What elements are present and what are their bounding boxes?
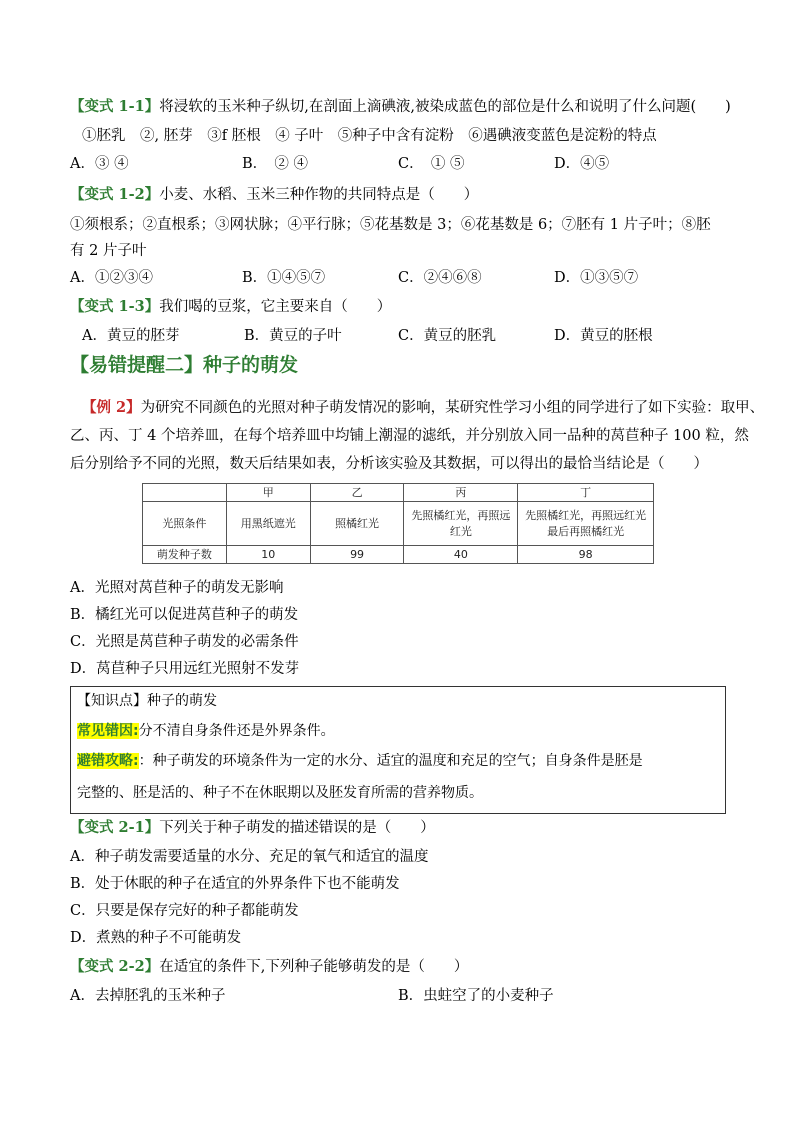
question-text: 小麦、水稻、玉米三种作物的共同特点是（ ） bbox=[159, 187, 479, 203]
option-b[interactable]: B．①④⑤⑦ bbox=[242, 270, 326, 286]
question-tag: 【变式 2-2】 bbox=[70, 958, 160, 975]
common-error-label: 常见错因: bbox=[77, 723, 139, 739]
question-v1-2-items-line2: 有 2 片子叶 bbox=[70, 243, 147, 259]
table-cell: 99 bbox=[310, 546, 404, 564]
option-d[interactable]: D．煮熟的种子不可能萌发 bbox=[70, 930, 242, 946]
option-d[interactable]: D．莴苣种子只用远红光照射不发芽 bbox=[70, 661, 300, 677]
table-cell: 先照橘红光，再照远红光最后再照橘红光 bbox=[518, 502, 654, 546]
common-error bbox=[77, 721, 335, 741]
question-v1-1-items: ①胚乳 ②, 胚芽 ③f 胚根 ④ 子叶 ⑤种子中含有淀粉 ⑥遇碘液变蓝色是淀粉的特点 bbox=[82, 128, 657, 144]
question-v1-2-items-line1: ①须根系；②直根系；③网状脉；④平行脉；⑤花基数是 3；⑥花基数是 6；⑦胚有 1 片子叶；⑧胚 bbox=[70, 217, 711, 233]
common-error-text: 分不清自身条件还是外界条件。 bbox=[138, 723, 335, 739]
option-a[interactable]: A．种子萌发需要适量的水分、充足的氧气和适宜的温度 bbox=[70, 849, 429, 865]
option-a[interactable]: A．去掉胚乳的玉米种子 bbox=[70, 988, 226, 1004]
option-b[interactable]: B．橘红光可以促进莴苣种子的萌发 bbox=[70, 607, 299, 623]
question-tag: 【变式 2-1】 bbox=[70, 819, 160, 836]
option-c[interactable]: C．黄豆的胚乳 bbox=[398, 328, 497, 344]
table-header-cell: 甲 bbox=[226, 484, 310, 502]
table-cell: 98 bbox=[518, 546, 654, 564]
table-cell: 40 bbox=[404, 546, 518, 564]
question-tag: 【变式 1-3】 bbox=[70, 298, 160, 315]
question-v2-2 bbox=[70, 957, 468, 977]
option-b[interactable]: B．虫蛀空了的小麦种子 bbox=[398, 988, 554, 1004]
option-b[interactable]: B． ② ④ bbox=[242, 156, 309, 172]
strategy-label: 避错攻略: bbox=[77, 753, 139, 769]
option-a[interactable]: A．光照对莴苣种子的萌发无影响 bbox=[70, 580, 284, 596]
question-v1-3 bbox=[70, 297, 391, 317]
question-tag: 【变式 1-2】 bbox=[70, 186, 160, 203]
table-cell: 先照橘红光，再照远红光 bbox=[404, 502, 518, 546]
table-header-cell: 丙 bbox=[404, 484, 518, 502]
table-cell: 10 bbox=[226, 546, 310, 564]
table-cell: 照橘红光 bbox=[310, 502, 404, 546]
options-v2-2 bbox=[70, 986, 730, 1006]
strategy-line1 bbox=[77, 751, 643, 771]
knowledge-title: 【知识点】种子的萌发 bbox=[77, 693, 217, 709]
example-tag: 【例 2】 bbox=[82, 399, 141, 416]
option-a[interactable]: A．黄豆的胚芽 bbox=[82, 328, 180, 344]
options-v1-2 bbox=[70, 268, 730, 288]
experiment-table bbox=[142, 483, 654, 564]
example-2-line2: 乙、丙、丁 4 个培养皿，在每个培养皿中均铺上潮湿的滤纸，并分别放入同一品种的莴苣种子 100 粒，然 bbox=[70, 428, 749, 444]
option-b[interactable]: B．处于休眠的种子在适宜的外界条件下也不能萌发 bbox=[70, 876, 400, 892]
section-title: 【易错提醒二】种子的萌发 bbox=[70, 354, 299, 376]
example-2-line1 bbox=[82, 398, 764, 418]
option-a[interactable]: A．①②③④ bbox=[70, 270, 153, 286]
example-text: 为研究不同颜色的光照对种子萌发情况的影响，某研究性学习小组的同学进行了如下实验：取甲、 bbox=[140, 400, 765, 416]
table-row bbox=[143, 546, 654, 564]
option-b[interactable]: B．黄豆的子叶 bbox=[244, 328, 342, 344]
table-header-row bbox=[143, 484, 654, 502]
strategy-line2: 完整的、胚是活的、种子不在休眠期以及胚发育所需的营养物质。 bbox=[77, 785, 483, 801]
question-v1-1 bbox=[70, 97, 731, 117]
question-v2-1 bbox=[70, 818, 435, 838]
table-row bbox=[143, 502, 654, 546]
question-text: 在适宜的条件下,下列种子能够萌发的是（ ） bbox=[159, 959, 469, 975]
option-d[interactable]: D．④⑤ bbox=[554, 156, 610, 172]
question-text: 将浸软的玉米种子纵切,在剖面上滴碘液,被染成蓝色的部位是什么和说明了什么问题( ) bbox=[159, 99, 731, 115]
table-header-cell: 乙 bbox=[310, 484, 404, 502]
table-row-label: 萌发种子数 bbox=[143, 546, 227, 564]
question-tag: 【变式 1-1】 bbox=[70, 98, 160, 115]
options-v1-1 bbox=[70, 154, 730, 174]
option-d[interactable]: D．黄豆的胚根 bbox=[554, 328, 653, 344]
options-v1-3 bbox=[82, 326, 722, 346]
option-c[interactable]: C．②④⑥⑧ bbox=[398, 270, 482, 286]
question-v1-2 bbox=[70, 185, 478, 205]
option-d[interactable]: D．①③⑤⑦ bbox=[554, 270, 639, 286]
option-a[interactable]: A．③ ④ bbox=[70, 156, 129, 172]
table-header-cell bbox=[143, 484, 227, 502]
question-text: 我们喝的豆浆，它主要来自（ ） bbox=[159, 299, 392, 315]
table-cell: 用黑纸遮光 bbox=[226, 502, 310, 546]
table-header-cell: 丁 bbox=[518, 484, 654, 502]
knowledge-box bbox=[70, 686, 726, 814]
option-c[interactable]: C．只要是保存完好的种子都能萌发 bbox=[70, 903, 299, 919]
option-c[interactable]: C．光照是莴苣种子萌发的必需条件 bbox=[70, 634, 299, 650]
strategy-text: ：种子萌发的环境条件为一定的水分、适宜的温度和充足的空气；自身条件是胚是 bbox=[138, 753, 643, 769]
table-row-label: 光照条件 bbox=[143, 502, 227, 546]
option-c[interactable]: C． ① ⑤ bbox=[398, 156, 465, 172]
example-2-line3: 后分别给予不同的光照，数天后结果如表，分析该实验及其数据，可以得出的最恰当结论是（ ） bbox=[70, 456, 708, 472]
question-text: 下列关于种子萌发的描述错误的是（ ） bbox=[159, 820, 435, 836]
